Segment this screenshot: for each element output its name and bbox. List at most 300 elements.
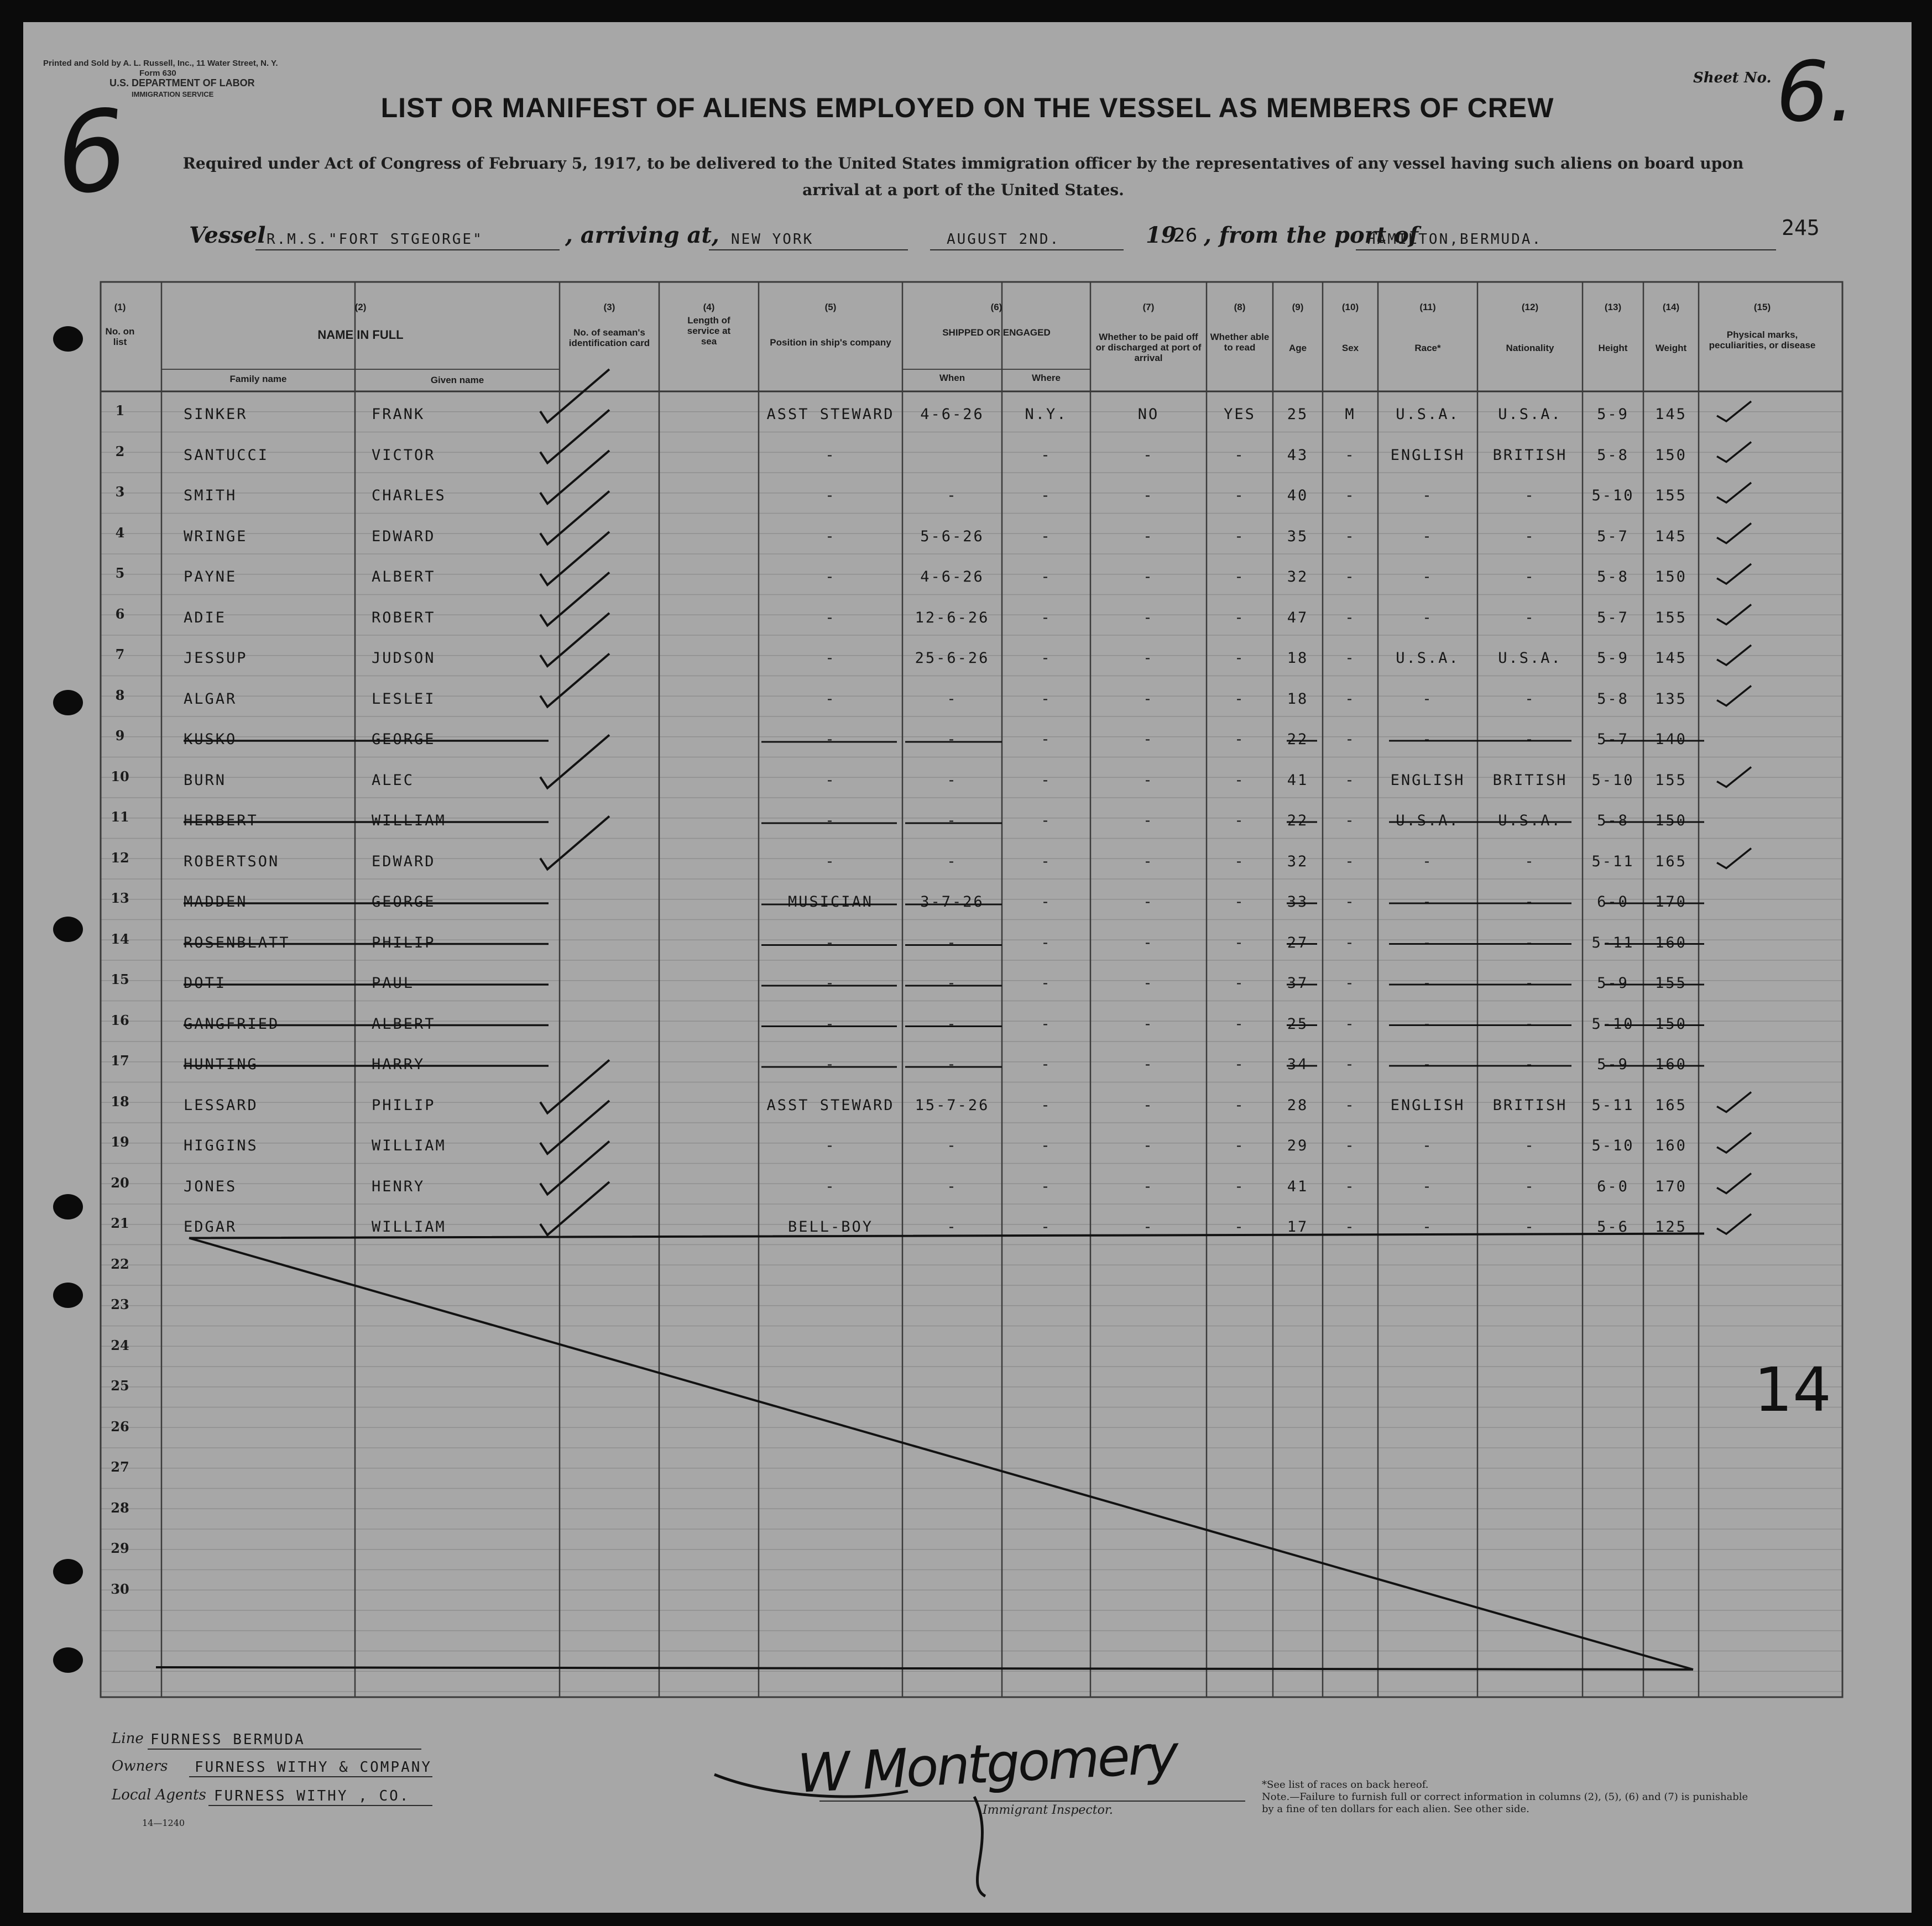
cell-given: VICTOR <box>372 446 436 464</box>
row-number: 16 <box>111 1012 129 1028</box>
cell-weight: 165 <box>1655 1096 1687 1114</box>
owners-value: FURNESS WITHY & COMPANY <box>195 1759 432 1776</box>
ditto-mark: - <box>1234 1137 1245 1154</box>
inspector-signature: W Montgomery <box>796 1723 1178 1805</box>
row-number: 15 <box>111 971 129 987</box>
ditto-mark: - <box>1524 1137 1536 1154</box>
cell-family: PAYNE <box>184 568 237 585</box>
cell-weight: 170 <box>1655 1177 1687 1195</box>
ditto-mark: - <box>1234 1096 1245 1114</box>
cell-weight: 145 <box>1655 406 1687 423</box>
col6-label: SHIPPED OR ENGAGED <box>942 327 1051 338</box>
ditto-mark: - <box>1234 609 1245 626</box>
cell-family: LESSARD <box>184 1096 258 1114</box>
ditto-mark: - <box>947 1056 958 1073</box>
cell-family: SANTUCCI <box>184 446 269 464</box>
col15-label: Physical marks, peculiarities, or disease <box>1709 329 1816 350</box>
col12-label: Nationality <box>1506 343 1554 353</box>
cell-weight: 165 <box>1655 852 1687 870</box>
cell-family: ROBERTSON <box>184 852 280 870</box>
col14-number: (14) <box>1662 302 1680 312</box>
cell-given: FRANK <box>372 406 425 423</box>
arriving-value: NEW YORK <box>731 231 814 248</box>
ditto-mark: - <box>1524 852 1536 870</box>
cell-nationality: BRITISH <box>1492 771 1568 789</box>
ditto-mark: - <box>1041 771 1052 789</box>
cell-given: PAUL <box>372 975 415 992</box>
ditto-mark: - <box>1422 975 1433 992</box>
ditto-mark: - <box>1143 690 1154 708</box>
cell-family: SMITH <box>184 487 237 504</box>
ditto-mark: - <box>1422 1015 1433 1033</box>
punch-hole <box>53 1647 83 1673</box>
ditto-mark: - <box>1041 1137 1052 1154</box>
ditto-mark: - <box>1524 609 1536 626</box>
ditto-mark: - <box>1345 852 1356 870</box>
col2-number: (2) <box>354 302 367 312</box>
ditto-mark: - <box>1345 446 1356 464</box>
manifest-sheet <box>23 22 1912 1913</box>
cell-height: 5-7 <box>1597 731 1629 748</box>
row-number: 26 <box>111 1418 129 1435</box>
row-number: 8 <box>115 687 125 703</box>
cell-weight: 155 <box>1655 771 1687 789</box>
ditto-mark: - <box>1234 650 1245 667</box>
cell-height: 5-11 <box>1591 1096 1635 1114</box>
ditto-mark: - <box>1143 731 1154 748</box>
ditto-mark: - <box>1234 690 1245 708</box>
sheet-number: 6. <box>1776 44 1856 140</box>
cell-given: GEORGE <box>372 893 436 910</box>
cell-age: 22 <box>1287 812 1309 829</box>
ditto-mark: - <box>1041 527 1052 545</box>
ditto-mark: - <box>1345 934 1356 951</box>
row-number: 29 <box>111 1540 129 1556</box>
ditto-mark: - <box>1041 650 1052 667</box>
cell-height: 5-10 <box>1591 487 1635 504</box>
ditto-mark: - <box>1143 568 1154 585</box>
cell-age: 28 <box>1287 1096 1309 1114</box>
col4-label: Length of service at sea <box>687 315 731 347</box>
cell-family: JESSUP <box>184 650 248 667</box>
col10-number: (10) <box>1341 302 1359 312</box>
ditto-mark: - <box>825 975 836 992</box>
cell-given: WILLIAM <box>372 1218 446 1236</box>
col14-label: Weight <box>1655 343 1687 353</box>
col9-number: (9) <box>1292 302 1304 312</box>
row-number: 20 <box>111 1174 129 1191</box>
punch-hole <box>53 1194 83 1220</box>
row-number: 3 <box>115 484 125 500</box>
col3-label: No. of seaman's identification card <box>568 327 650 348</box>
ditto-mark: - <box>1345 1096 1356 1114</box>
cell-given: WILLIAM <box>372 812 446 829</box>
cell-age: 35 <box>1287 527 1309 545</box>
ditto-mark: - <box>1234 446 1245 464</box>
ditto-mark: - <box>1345 487 1356 504</box>
col1-label: No. on list <box>105 326 135 347</box>
col8-number: (8) <box>1234 302 1246 312</box>
ditto-mark: - <box>1422 690 1433 708</box>
row-number: 2 <box>115 443 125 459</box>
cell-family: HERBERT <box>184 812 258 829</box>
cell-height: 5-8 <box>1597 446 1629 464</box>
cell-where: N.Y. <box>1025 406 1068 423</box>
ditto-mark: - <box>1234 893 1245 910</box>
cell-weight: 170 <box>1655 893 1687 910</box>
punch-hole <box>53 326 83 352</box>
ditto-mark: - <box>1524 975 1536 992</box>
cell-family: BURN <box>184 771 227 789</box>
col10-label: Sex <box>1341 343 1359 353</box>
cell-weight: 155 <box>1655 609 1687 626</box>
ditto-mark: - <box>1234 852 1245 870</box>
ditto-mark: - <box>1524 893 1536 910</box>
cell-weight: 145 <box>1655 650 1687 667</box>
col12-number: (12) <box>1521 302 1539 312</box>
ditto-mark: - <box>1041 1096 1052 1114</box>
cell-age: 41 <box>1287 1177 1309 1195</box>
col6-number: (6) <box>990 302 1002 312</box>
cell-given: JUDSON <box>372 650 436 667</box>
cell-when: 12-6-26 <box>915 609 990 626</box>
ditto-mark: - <box>1345 975 1356 992</box>
row-number: 7 <box>115 646 125 662</box>
cell-nationality: U.S.A. <box>1498 650 1562 667</box>
ditto-mark: - <box>947 1015 958 1033</box>
form-code: 14—1240 <box>142 1818 185 1828</box>
cell-given: ALBERT <box>372 1015 436 1033</box>
ditto-mark: - <box>1422 609 1433 626</box>
ditto-mark: - <box>1234 731 1245 748</box>
ditto-mark: - <box>1345 1137 1356 1154</box>
cell-height: 5-9 <box>1597 406 1629 423</box>
ditto-mark: - <box>947 852 958 870</box>
cell-height: 5-10 <box>1591 771 1635 789</box>
cell-nationality: U.S.A. <box>1498 406 1562 423</box>
cell-height: 5-10 <box>1591 1015 1635 1033</box>
row-number: 14 <box>111 930 129 947</box>
ditto-mark: - <box>1041 975 1052 992</box>
cell-family: HIGGINS <box>184 1137 258 1154</box>
col9-label: Age <box>1288 343 1307 353</box>
ditto-mark: - <box>1345 527 1356 545</box>
ditto-mark: - <box>1234 975 1245 992</box>
col13-number: (13) <box>1604 302 1622 312</box>
cell-age: 29 <box>1287 1137 1309 1154</box>
ditto-mark: - <box>1041 609 1052 626</box>
col6-where-label: Where <box>1032 373 1061 383</box>
cell-height: 6-0 <box>1597 1177 1629 1195</box>
ditto-mark: - <box>1143 650 1154 667</box>
ditto-mark: - <box>1524 1218 1536 1236</box>
cell-height: 5-10 <box>1591 1137 1635 1154</box>
arrival-date: AUGUST 2ND. <box>947 231 1061 248</box>
ditto-mark: - <box>1524 1177 1536 1195</box>
printer-line: Printed and Sold by A. L. Russell, Inc., 11 Water Street, N. Y. <box>43 59 278 68</box>
ditto-mark: - <box>1422 1177 1433 1195</box>
ditto-mark: - <box>947 1177 958 1195</box>
cell-weight: 140 <box>1655 731 1687 748</box>
ditto-mark: - <box>947 690 958 708</box>
cell-family: GANGFRIED <box>184 1015 280 1033</box>
failure-note: Note.—Failure to furnish full or correct information in columns (2), (5), (6) and (7) is punishable by a fine of ten dollars for each alien. See other side. <box>1262 1791 1748 1815</box>
row-number: 22 <box>111 1255 129 1272</box>
cell-race: ENGLISH <box>1390 771 1465 789</box>
cell-age: 32 <box>1287 852 1309 870</box>
cell-weight: 150 <box>1655 812 1687 829</box>
col13-label: Height <box>1598 343 1628 353</box>
ditto-mark: - <box>1143 852 1154 870</box>
cell-given: GEORGE <box>372 731 436 748</box>
ditto-mark: - <box>1143 487 1154 504</box>
ditto-mark: - <box>1143 934 1154 951</box>
punch-hole <box>53 690 83 715</box>
cell-family: DOTI <box>184 975 227 992</box>
agents-label: Local Agents <box>112 1787 206 1803</box>
cell-weight: 125 <box>1655 1218 1687 1236</box>
cell-height: 5-6 <box>1597 1218 1629 1236</box>
cell-weight: 150 <box>1655 568 1687 585</box>
col15-number: (15) <box>1753 302 1771 312</box>
cell-age: 34 <box>1287 1056 1309 1073</box>
col11-label: Race* <box>1414 343 1441 353</box>
row-number: 30 <box>111 1580 129 1597</box>
ditto-mark: - <box>947 934 958 951</box>
cell-race: U.S.A. <box>1396 650 1460 667</box>
ditto-mark: - <box>1041 1015 1052 1033</box>
cell-weight: 155 <box>1655 487 1687 504</box>
ditto-mark: - <box>1345 1177 1356 1195</box>
signature-flourish <box>687 1730 1267 1907</box>
ditto-mark: - <box>1345 893 1356 910</box>
row-number: 23 <box>111 1296 129 1312</box>
cell-age: 25 <box>1287 1015 1309 1033</box>
cell-given: CHARLES <box>372 487 446 504</box>
cell-sex: M <box>1345 406 1356 423</box>
ditto-mark: - <box>947 1218 958 1236</box>
cell-when: 5-6-26 <box>920 527 984 545</box>
page-subtitle: Required under Act of Congress of February 5, 1917, to be delivered to the United States immigration officer by the representatives of any vessel having such aliens on board upon arrival at a port of the United States. <box>182 154 1744 199</box>
col7-label: Whether to be paid off or discharged at port of arrival <box>1095 332 1202 363</box>
row-number: 27 <box>111 1459 129 1475</box>
cell-height: 5-9 <box>1597 650 1629 667</box>
ditto-mark: - <box>1345 568 1356 585</box>
ditto-mark: - <box>1041 690 1052 708</box>
row-number: 4 <box>115 524 125 541</box>
cell-family: WRINGE <box>184 527 248 545</box>
col8-label: Whether able to read <box>1210 332 1270 353</box>
ditto-mark: - <box>825 1015 836 1033</box>
ditto-mark: - <box>1041 487 1052 504</box>
row-number: 9 <box>115 728 125 744</box>
cell-family: ROSENBLATT <box>184 934 290 951</box>
cell-given: HARRY <box>372 1056 425 1073</box>
row-number: 17 <box>111 1053 129 1069</box>
cell-weight: 160 <box>1655 934 1687 951</box>
sheet-label: Sheet No. <box>1693 70 1772 86</box>
cell-age: 32 <box>1287 568 1309 585</box>
cell-nationality: BRITISH <box>1492 446 1568 464</box>
ditto-mark: - <box>1422 1056 1433 1073</box>
ditto-mark: - <box>1143 893 1154 910</box>
punch-hole <box>53 1559 83 1584</box>
col4-number: (4) <box>703 302 715 312</box>
cell-race: U.S.A. <box>1396 812 1460 829</box>
ditto-mark: - <box>947 771 958 789</box>
cell-age: 22 <box>1287 731 1309 748</box>
line-value: FURNESS BERMUDA <box>150 1731 305 1748</box>
ditto-mark: - <box>1143 1177 1154 1195</box>
ditto-mark: - <box>1143 609 1154 626</box>
ditto-mark: - <box>825 568 836 585</box>
ditto-mark: - <box>1143 1015 1154 1033</box>
cell-age: 41 <box>1287 771 1309 789</box>
ditto-mark: - <box>1143 771 1154 789</box>
cell-age: 17 <box>1287 1218 1309 1236</box>
cell-given: ALBERT <box>372 568 436 585</box>
cell-when: 15-7-26 <box>915 1096 990 1114</box>
cell-height: 6-0 <box>1597 893 1629 910</box>
form-number: Form 630 <box>139 69 176 78</box>
ditto-mark: - <box>947 731 958 748</box>
cell-height: 5-8 <box>1597 812 1629 829</box>
col6-when-label: When <box>939 373 965 383</box>
margin-count: 14 <box>1754 1354 1831 1425</box>
cell-weight: 150 <box>1655 446 1687 464</box>
ditto-mark: - <box>1234 1015 1245 1033</box>
port-value: HAMILTON,BERMUDA. <box>1367 231 1543 248</box>
ditto-mark: - <box>1422 934 1433 951</box>
ditto-mark: - <box>1234 568 1245 585</box>
ditto-mark: - <box>1345 1015 1356 1033</box>
ditto-mark: - <box>1143 812 1154 829</box>
cell-given: EDWARD <box>372 852 436 870</box>
ditto-mark: - <box>1234 487 1245 504</box>
ditto-mark: - <box>1234 771 1245 789</box>
ditto-mark: - <box>825 446 836 464</box>
ditto-mark: - <box>947 812 958 829</box>
ditto-mark: - <box>825 771 836 789</box>
cell-given: WILLIAM <box>372 1137 446 1154</box>
ditto-mark: - <box>1041 1056 1052 1073</box>
races-note: *See list of races on back hereof. <box>1262 1779 1429 1791</box>
ditto-mark: - <box>1524 568 1536 585</box>
cell-position: MUSICIAN <box>787 893 874 910</box>
cell-age: 40 <box>1287 487 1309 504</box>
cell-given: HENRY <box>372 1177 425 1195</box>
cell-race: U.S.A. <box>1396 406 1460 423</box>
cell-height: 5-8 <box>1597 690 1629 708</box>
row-number: 5 <box>115 565 125 581</box>
ditto-mark: - <box>1422 852 1433 870</box>
ditto-mark: - <box>1422 893 1433 910</box>
ditto-mark: - <box>825 1056 836 1073</box>
cell-family: KUSKO <box>184 731 237 748</box>
punch-hole <box>53 1283 83 1308</box>
ditto-mark: - <box>1345 1056 1356 1073</box>
ditto-mark: - <box>1234 934 1245 951</box>
ditto-mark: - <box>1234 1177 1245 1195</box>
cell-weight: 145 <box>1655 527 1687 545</box>
cell-nationality: BRITISH <box>1492 1096 1568 1114</box>
year-printed: 19 <box>1146 222 1177 248</box>
ditto-mark: - <box>1345 731 1356 748</box>
ditto-mark: - <box>1234 1218 1245 1236</box>
row-number: 12 <box>111 849 129 866</box>
cell-read: YES <box>1224 406 1256 423</box>
agents-value: FURNESS WITHY , CO. <box>214 1788 410 1804</box>
ditto-mark: - <box>1422 1137 1433 1154</box>
cell-family: JONES <box>184 1177 237 1195</box>
cell-when: 3-7-26 <box>920 893 984 910</box>
cell-age: 37 <box>1287 975 1309 992</box>
cell-when: 25-6-26 <box>915 650 990 667</box>
ditto-mark: - <box>1422 1218 1433 1236</box>
ditto-mark: - <box>1234 1056 1245 1073</box>
row-number: 6 <box>115 605 125 622</box>
row-number: 28 <box>111 1499 129 1516</box>
cell-given: PHILIP <box>372 1096 436 1114</box>
ditto-mark: - <box>1422 527 1433 545</box>
cell-age: 43 <box>1287 446 1309 464</box>
inspector-label: Immigrant Inspector. <box>983 1803 1113 1817</box>
corner-sheet-mark: 6 <box>50 85 134 221</box>
ditto-mark: - <box>825 1137 836 1154</box>
cell-family: ALGAR <box>184 690 237 708</box>
ditto-mark: - <box>1041 812 1052 829</box>
ditto-mark: - <box>1524 527 1536 545</box>
col3-number: (3) <box>603 302 615 312</box>
row-number: 19 <box>111 1134 129 1150</box>
ditto-mark: - <box>1524 1056 1536 1073</box>
cell-given: ALEC <box>372 771 415 789</box>
col1-number: (1) <box>114 302 126 312</box>
ditto-mark: - <box>825 609 836 626</box>
cell-race: ENGLISH <box>1390 446 1465 464</box>
cell-age: 33 <box>1287 893 1309 910</box>
page-title: LIST OR MANIFEST OF ALIENS EMPLOYED ON THE VESSEL AS MEMBERS OF CREW <box>380 92 1554 123</box>
cell-height: 5-11 <box>1591 934 1635 951</box>
ditto-mark: - <box>1422 487 1433 504</box>
row-number: 25 <box>111 1378 129 1394</box>
ditto-mark: - <box>1143 1137 1154 1154</box>
row-number: 18 <box>111 1093 129 1109</box>
cell-family: MADDEN <box>184 893 248 910</box>
row-number: 10 <box>111 768 129 784</box>
cell-age: 47 <box>1287 609 1309 626</box>
cell-given: EDWARD <box>372 527 436 545</box>
col5-number: (5) <box>824 302 837 312</box>
cell-age: 18 <box>1287 690 1309 708</box>
cell-height: 5-9 <box>1597 975 1629 992</box>
port-label: , from the port of <box>1204 222 1419 248</box>
ditto-mark: - <box>1422 568 1433 585</box>
ditto-mark: - <box>1041 1177 1052 1195</box>
ditto-mark: - <box>1143 975 1154 992</box>
punch-hole <box>53 917 83 942</box>
cell-age: 27 <box>1287 934 1309 951</box>
ditto-mark: - <box>1524 487 1536 504</box>
ditto-mark: - <box>1422 731 1433 748</box>
cell-family: SINKER <box>184 406 248 423</box>
col11-number: (11) <box>1419 302 1436 312</box>
cell-race: ENGLISH <box>1390 1096 1465 1114</box>
ditto-mark: - <box>825 690 836 708</box>
vessel-label: Vessel <box>189 222 266 248</box>
cell-family: EDGAR <box>184 1218 237 1236</box>
ditto-mark: - <box>825 487 836 504</box>
